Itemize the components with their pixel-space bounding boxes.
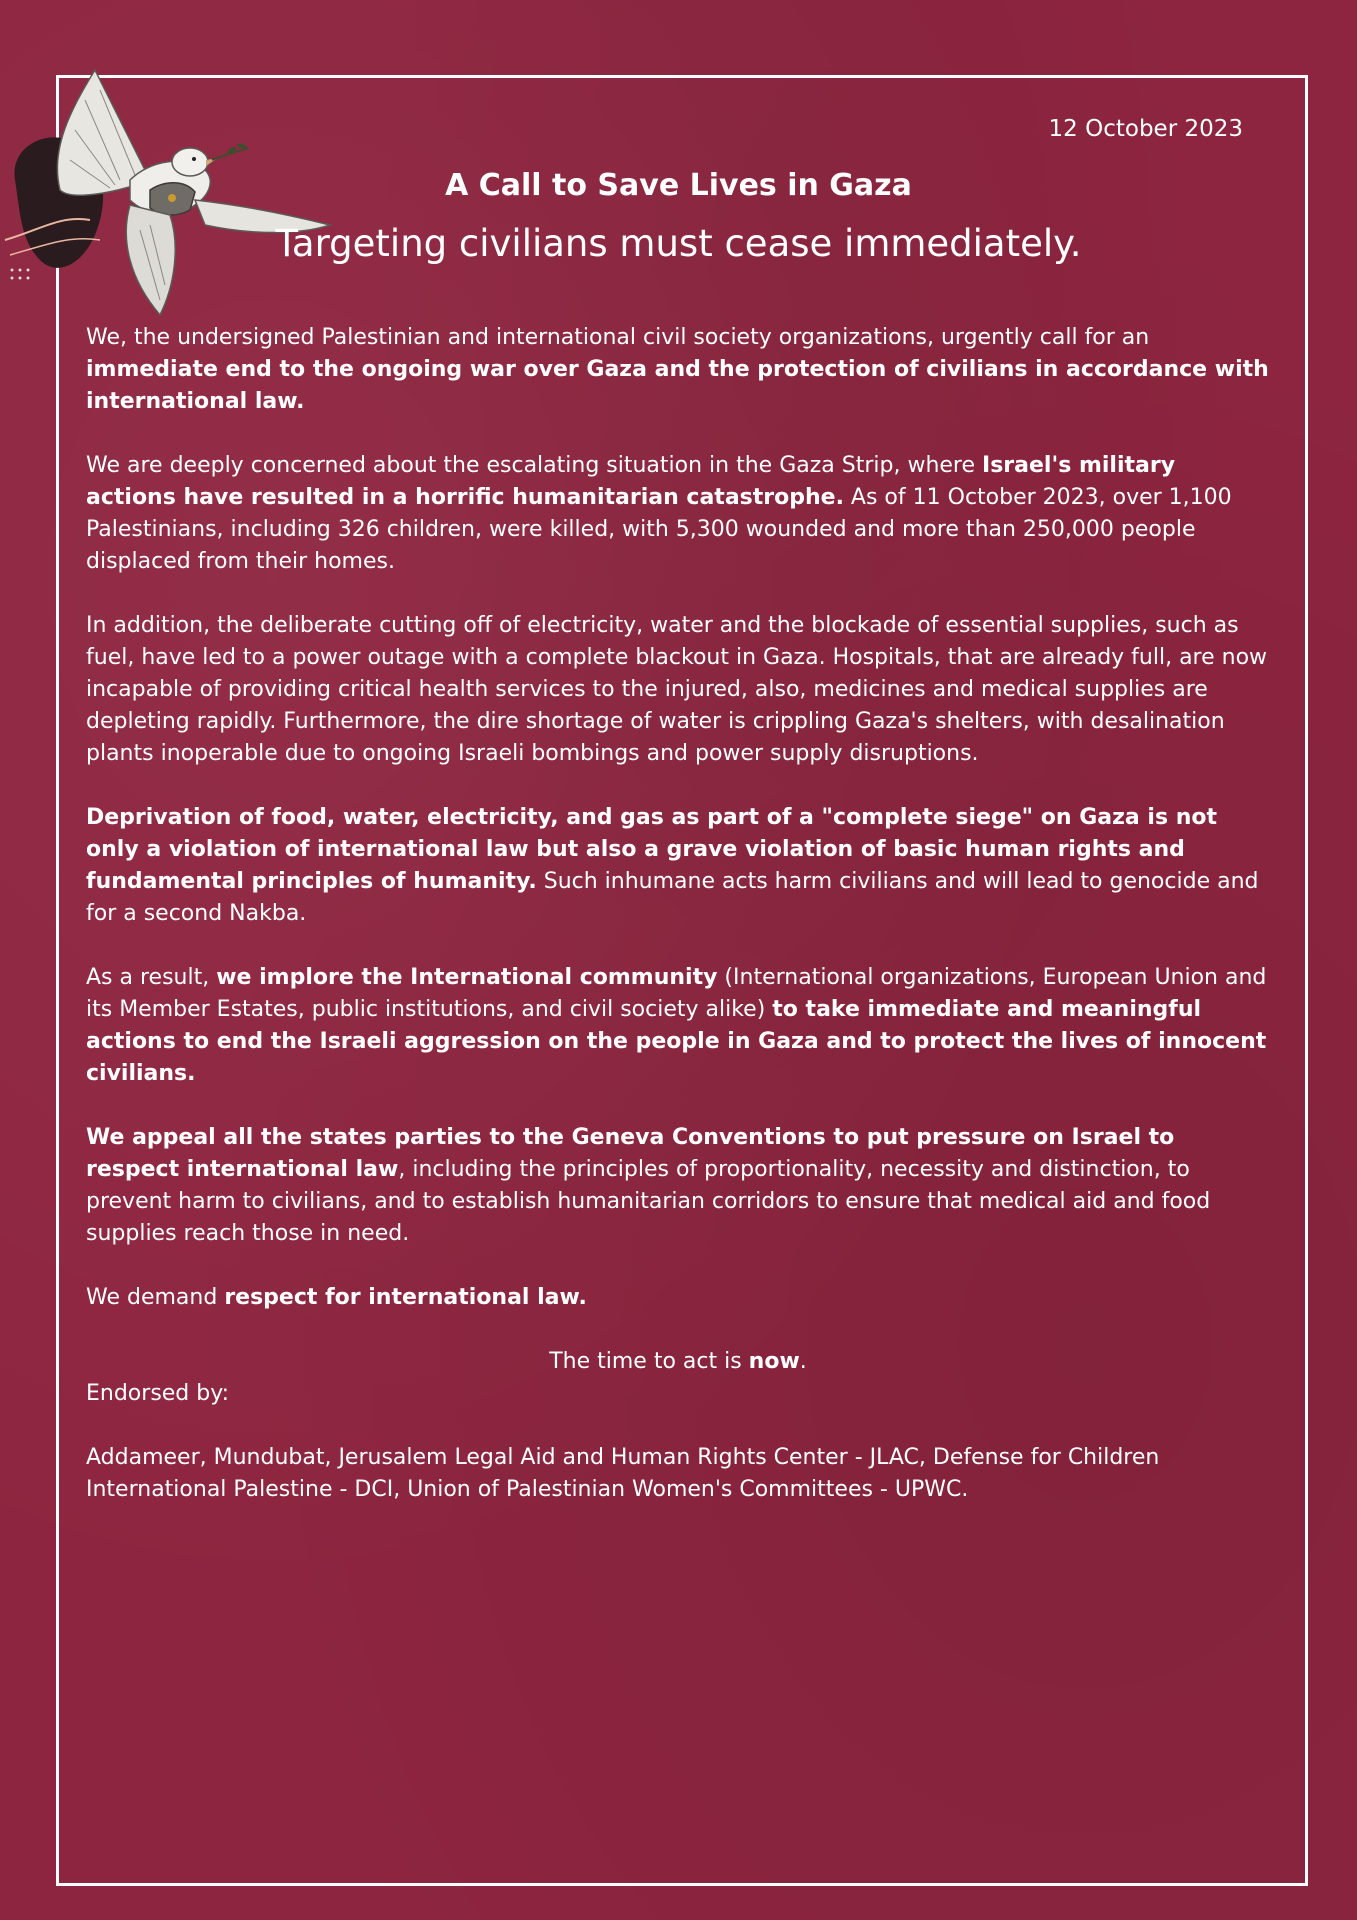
paragraph-text: We are deeply concerned about the escalating situation in the Gaza Strip, where	[86, 453, 983, 478]
paragraph-concern	[86, 450, 1270, 578]
paragraph-emphasis: Deprivation of food, water, electricity, and gas as part of a "complete siege" on Gaza is not only a violation of international law but also a grave violation of basic human rights and fundamental principles of humanity.	[86, 805, 1217, 894]
paragraph-text: As a result,	[86, 965, 217, 990]
closing-period: .	[799, 1349, 807, 1374]
paragraph-call	[86, 322, 1270, 418]
paragraph-emphasis: to take immediate and meaningful actions to end the Israeli aggression on the people in Gaza and to protect the lives of innocent civilians.	[86, 997, 1267, 1086]
paragraph-emphasis: immediate end to the ongoing war over Gaza and the protection of civilians in accordance with international law.	[86, 357, 1269, 414]
closing-emphasis: now	[748, 1349, 800, 1374]
paragraph-siege	[86, 802, 1270, 930]
statement-body	[86, 322, 1270, 1538]
endorsed-label: Endorsed by:	[86, 1381, 230, 1406]
paragraph-text: , including the principles of proportionality, necessity and distinction, to prevent harm to civilians, and to establish humanitarian corridors to ensure that medical aid and food supplies reach those in need.	[86, 1157, 1211, 1246]
paragraph-emphasis: we implore the International community	[216, 965, 718, 990]
page-title: A Call to Save Lives in Gaza	[445, 168, 912, 203]
page-subtitle: Targeting civilians must cease immediately.	[275, 222, 1082, 265]
paragraph-text: (International organizations, European Union and its Member Estates, public institutions, and civil society alike)	[86, 965, 1267, 1022]
paragraph-text: We demand	[86, 1285, 225, 1310]
paragraph-blockade	[86, 610, 1270, 770]
paragraph-text: We, the undersigned Palestinian and international civil society organizations, urgently call for an	[86, 325, 1150, 350]
paragraph-implore	[86, 962, 1270, 1090]
paragraph-emphasis: respect for international law.	[224, 1285, 587, 1310]
paragraph-emphasis: Israel's military actions have resulted in a horrific humanitarian catastrophe.	[86, 453, 1176, 510]
paragraph-text: Such inhumane acts harm civilians and will lead to genocide and for a second Nakba.	[86, 869, 1259, 926]
closing-text: The time to act is	[549, 1349, 749, 1374]
paragraph-text: As of 11 October 2023, over 1,100 Palestinians, including 326 children, were killed, with 5,300 wounded and more than 250,000 people displaced from their homes.	[86, 485, 1232, 574]
paragraph-emphasis: We appeal all the states parties to the Geneva Conventions to put pressure on Israel to respect international law	[86, 1125, 1175, 1182]
endorsing-organizations: Addameer, Mundubat, Jerusalem Legal Aid and Human Rights Center - JLAC, Defense for Children International Palestine - DCI, Union of Palestinian Women's Committees - UPWC.	[86, 1445, 1160, 1502]
document-date: 12 October 2023	[1048, 116, 1243, 142]
closing-line	[86, 1346, 1270, 1378]
paragraph-demand	[86, 1282, 1270, 1314]
paragraph-appeal	[86, 1122, 1270, 1250]
paragraph-text: In addition, the deliberate cutting off of electricity, water and the blockade of essential supplies, such as fuel, have led to a power outage with a complete blackout in Gaza. Hospitals, that are already full, are now incapable of providing critical health services to the injured, also, medicines and medical supplies are depleting rapidly. Furthermore, the dire shortage of water is crippling Gaza's shelters, with desalination plants inoperable due to ongoing Israeli bombings and power supply disruptions.	[86, 613, 1268, 766]
